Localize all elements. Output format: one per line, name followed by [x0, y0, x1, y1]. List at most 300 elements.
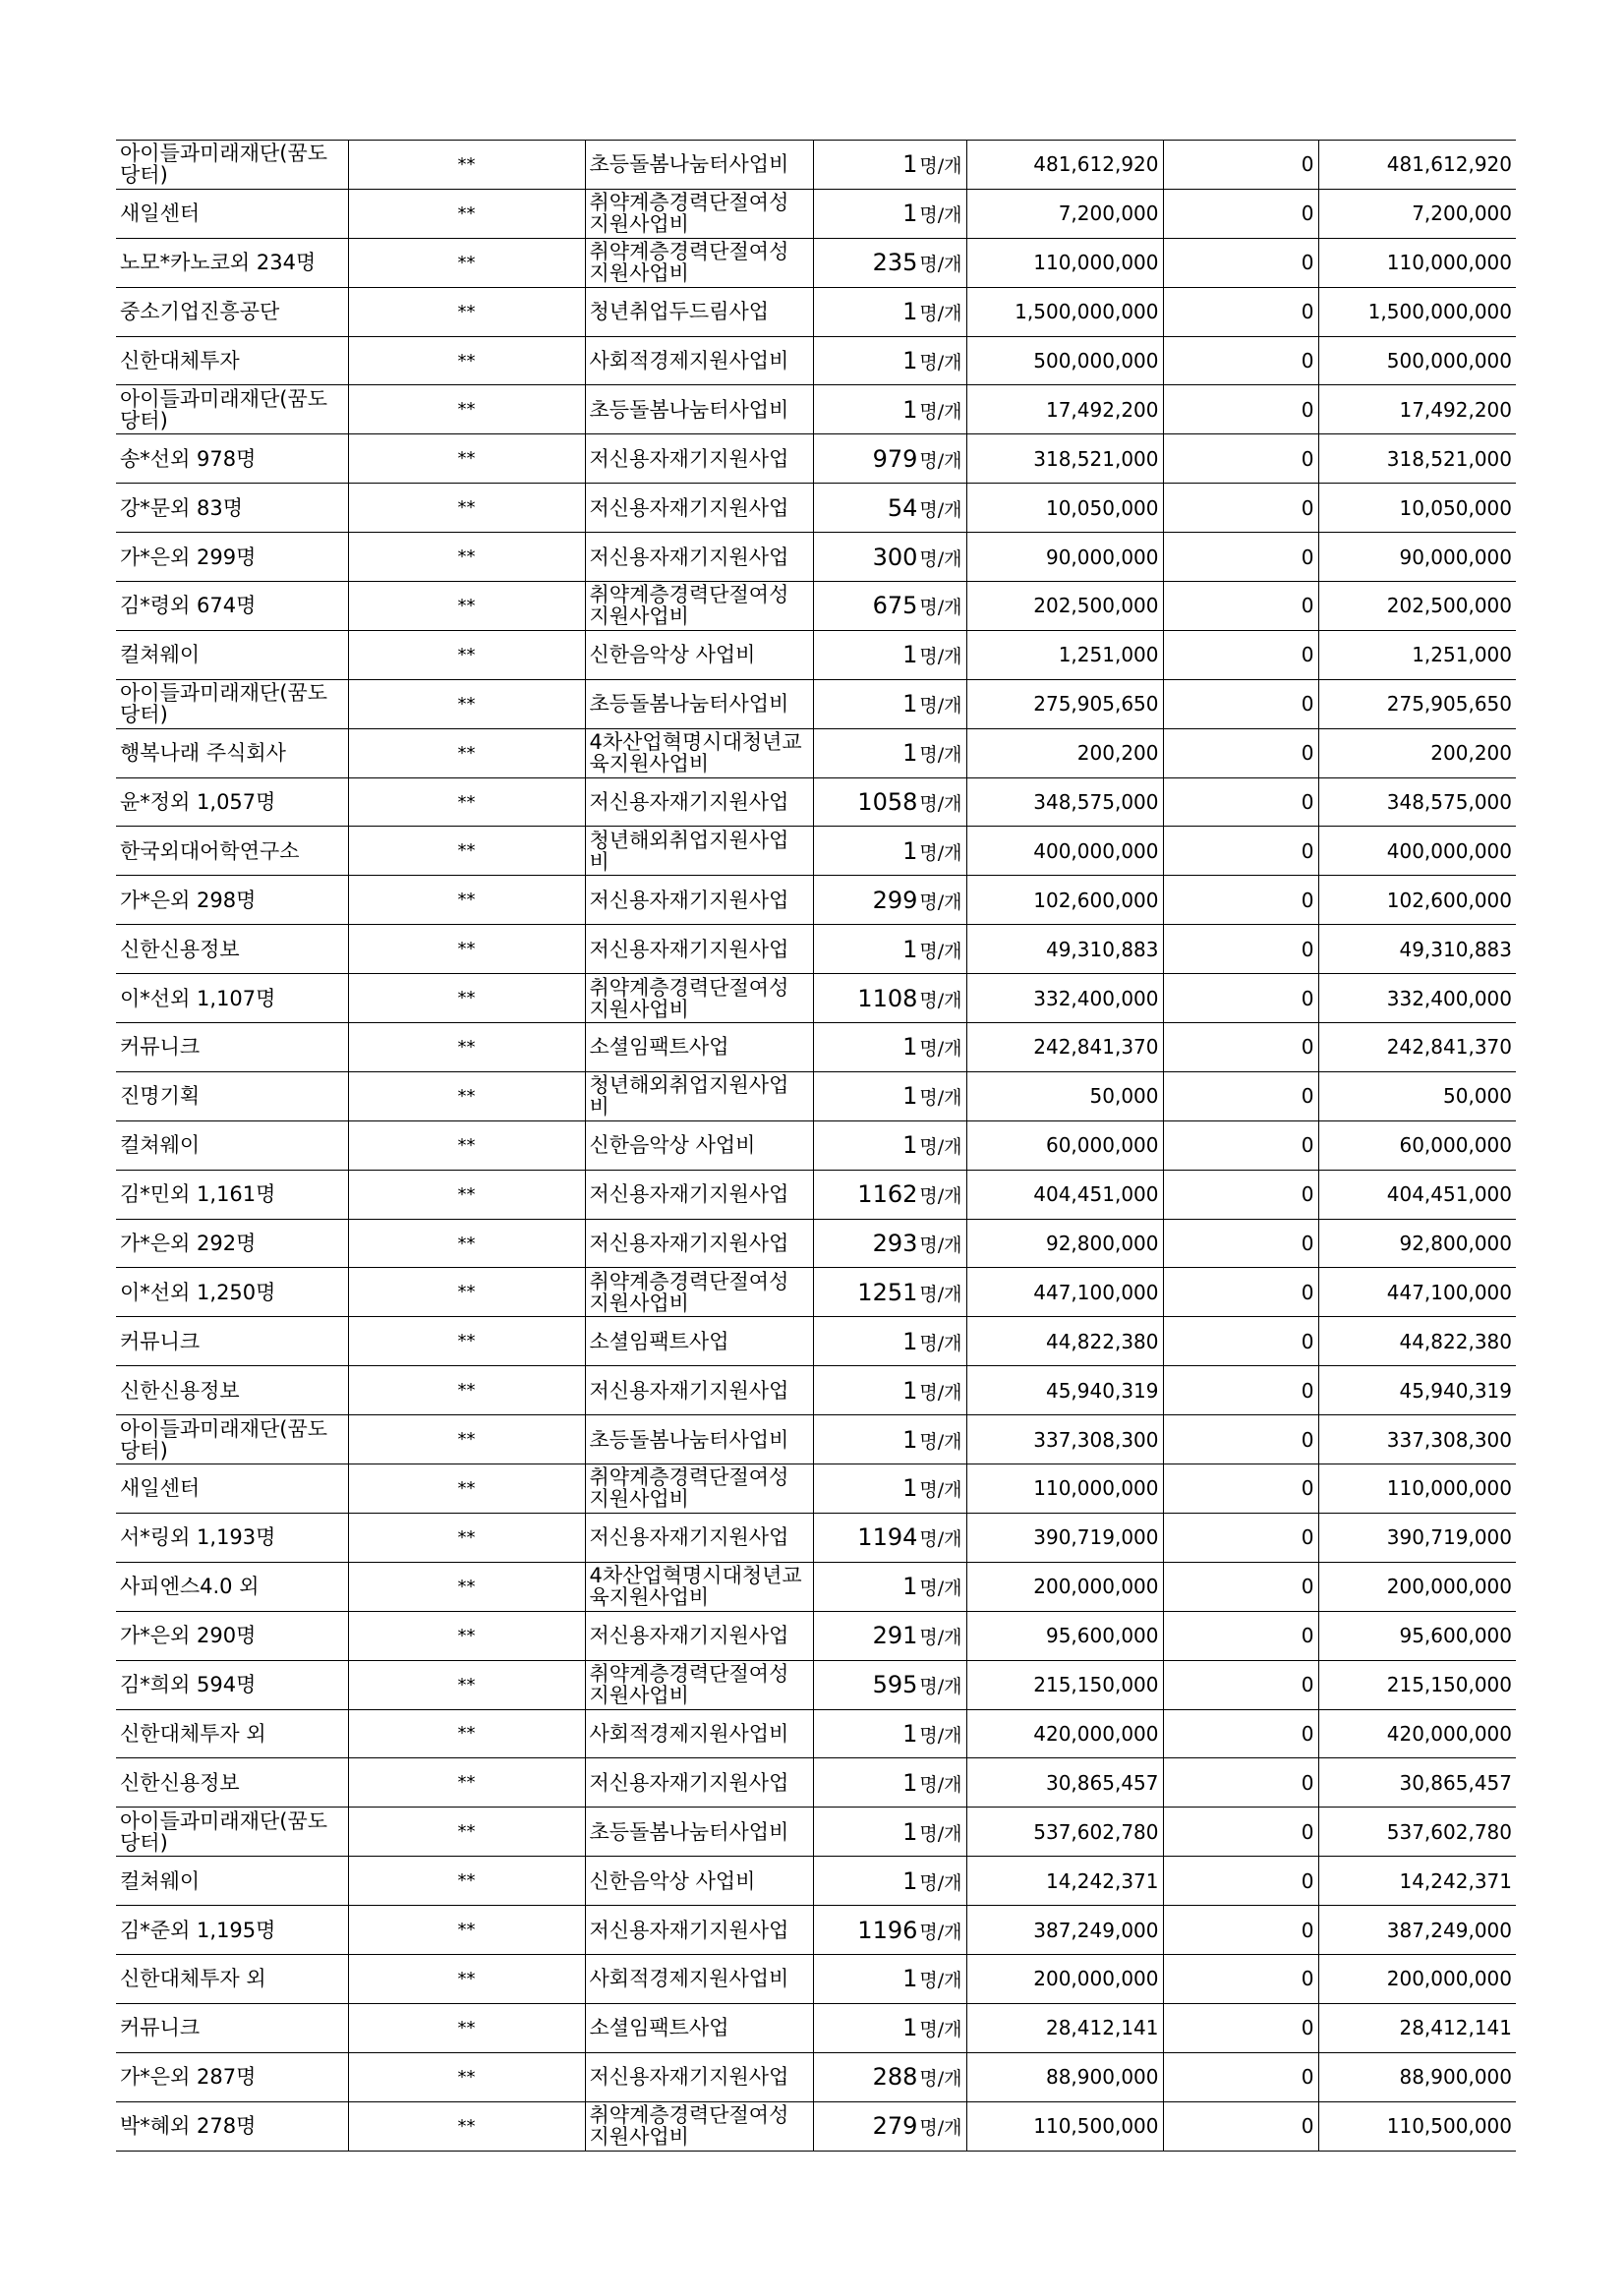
table-row	[116, 2052, 1516, 2101]
amount-cell: 1,500,000,000	[966, 287, 1163, 336]
count-unit: 명/개	[919, 1087, 962, 1110]
recipient-name-cell: 아이들과미래재단(꿈도당터)	[116, 1808, 348, 1857]
count-unit: 명/개	[919, 2019, 962, 2041]
amount-cell: 537,602,780	[966, 1808, 1163, 1857]
count-number: 1194	[857, 1523, 918, 1552]
amount-cell: 88,900,000	[966, 2052, 1163, 2101]
recipient-name-cell: 강*문외 83명	[116, 484, 348, 533]
recipient-name-cell: 컬쳐웨이	[116, 1857, 348, 1906]
amount-cell: 95,600,000	[966, 1611, 1163, 1660]
table-row	[116, 1758, 1516, 1808]
count-number: 1	[902, 1376, 918, 1405]
total-amount-cell: 500,000,000	[1318, 336, 1516, 385]
count-number: 288	[872, 2063, 918, 2092]
count-number: 1	[902, 1965, 918, 1993]
count-unit: 명/개	[919, 400, 962, 423]
count-number: 1	[902, 1719, 918, 1748]
business-name-cell: 청년취업두드림사업	[585, 287, 813, 336]
business-name-cell: 저신용자재기지원사업	[585, 1219, 813, 1268]
total-amount-cell: 400,000,000	[1318, 827, 1516, 876]
business-name-cell: 신한음악상 사업비	[585, 1857, 813, 1906]
recipient-name-cell: 김*민외 1,161명	[116, 1170, 348, 1219]
count-cell	[813, 484, 966, 533]
count-cell	[813, 336, 966, 385]
count-unit: 명/개	[919, 989, 962, 1011]
count-cell	[813, 1562, 966, 1611]
total-amount-cell: 215,150,000	[1318, 1660, 1516, 1709]
amount-cell: 90,000,000	[966, 533, 1163, 582]
masked-id-cell: **	[348, 336, 585, 385]
amount-cell: 500,000,000	[966, 336, 1163, 385]
zero-amount-cell: 0	[1163, 974, 1318, 1023]
count-number: 1108	[857, 984, 918, 1012]
amount-cell: 242,841,370	[966, 1023, 1163, 1072]
recipient-name-cell: 이*선외 1,107명	[116, 974, 348, 1023]
count-unit: 명/개	[919, 940, 962, 962]
count-unit: 명/개	[919, 303, 962, 325]
masked-id-cell: **	[348, 1219, 585, 1268]
total-amount-cell: 95,600,000	[1318, 1611, 1516, 1660]
count-cell	[813, 1857, 966, 1906]
amount-cell: 28,412,141	[966, 2003, 1163, 2052]
total-amount-cell: 404,451,000	[1318, 1170, 1516, 1219]
recipient-name-cell: 김*희외 594명	[116, 1660, 348, 1709]
total-amount-cell: 242,841,370	[1318, 1023, 1516, 1072]
count-cell	[813, 1758, 966, 1808]
masked-id-cell: **	[348, 1023, 585, 1072]
recipient-name-cell: 중소기업진흥공단	[116, 287, 348, 336]
count-unit: 명/개	[919, 793, 962, 816]
masked-id-cell: **	[348, 287, 585, 336]
masked-id-cell: **	[348, 876, 585, 925]
business-name-cell: 취약계층경력단절여성지원사업비	[585, 582, 813, 631]
count-cell	[813, 827, 966, 876]
total-amount-cell: 200,000,000	[1318, 1562, 1516, 1611]
total-amount-cell: 88,900,000	[1318, 2052, 1516, 2101]
count-cell	[813, 1906, 966, 1955]
amount-cell: 481,612,920	[966, 141, 1163, 190]
zero-amount-cell: 0	[1163, 141, 1318, 190]
count-number: 1162	[857, 1180, 918, 1209]
masked-id-cell: **	[348, 533, 585, 582]
amount-cell: 92,800,000	[966, 1219, 1163, 1268]
count-number: 675	[872, 592, 918, 620]
count-unit: 명/개	[919, 2117, 962, 2140]
count-unit: 명/개	[919, 1185, 962, 1208]
count-unit: 명/개	[919, 1234, 962, 1257]
business-name-cell: 취약계층경력단절여성지원사업비	[585, 1660, 813, 1709]
count-cell	[813, 728, 966, 777]
recipient-name-cell: 신한대체투자	[116, 336, 348, 385]
total-amount-cell: 420,000,000	[1318, 1709, 1516, 1758]
total-amount-cell: 332,400,000	[1318, 974, 1516, 1023]
table-row	[116, 1120, 1516, 1170]
zero-amount-cell: 0	[1163, 876, 1318, 925]
total-amount-cell: 110,000,000	[1318, 238, 1516, 287]
table-row	[116, 1660, 1516, 1709]
count-number: 1	[902, 641, 918, 669]
zero-amount-cell: 0	[1163, 189, 1318, 238]
masked-id-cell: **	[348, 189, 585, 238]
count-unit: 명/개	[919, 254, 962, 276]
count-cell	[813, 925, 966, 974]
count-number: 1	[902, 739, 918, 768]
table-row	[116, 1857, 1516, 1906]
recipient-name-cell: 김*령외 674명	[116, 582, 348, 631]
count-unit: 명/개	[919, 1627, 962, 1649]
business-name-cell: 취약계층경력단절여성지원사업비	[585, 1268, 813, 1317]
table-row	[116, 1023, 1516, 1072]
recipient-name-cell: 커뮤니크	[116, 1317, 348, 1366]
count-number: 1196	[857, 1916, 918, 1944]
total-amount-cell: 30,865,457	[1318, 1758, 1516, 1808]
business-name-cell: 저신용자재기지원사업	[585, 876, 813, 925]
table-row	[116, 1268, 1516, 1317]
amount-cell: 202,500,000	[966, 582, 1163, 631]
business-name-cell: 사회적경제지원사업비	[585, 1954, 813, 2003]
masked-id-cell: **	[348, 1366, 585, 1415]
business-name-cell: 신한음악상 사업비	[585, 630, 813, 679]
recipient-name-cell: 서*링외 1,193명	[116, 1513, 348, 1562]
total-amount-cell: 110,000,000	[1318, 1464, 1516, 1514]
business-name-cell: 4차산업혁명시대청년교육지원사업비	[585, 1562, 813, 1611]
amount-cell: 390,719,000	[966, 1513, 1163, 1562]
zero-amount-cell: 0	[1163, 1857, 1318, 1906]
business-name-cell: 저신용자재기지원사업	[585, 777, 813, 827]
count-number: 1	[902, 347, 918, 374]
masked-id-cell: **	[348, 1513, 585, 1562]
table-row	[116, 385, 1516, 434]
masked-id-cell: **	[348, 630, 585, 679]
count-unit: 명/개	[919, 1676, 962, 1698]
table-row	[116, 777, 1516, 827]
amount-cell: 49,310,883	[966, 925, 1163, 974]
count-number: 1251	[857, 1278, 918, 1306]
count-number: 1	[902, 1033, 918, 1062]
business-name-cell: 4차산업혁명시대청년교육지원사업비	[585, 728, 813, 777]
business-name-cell: 저신용자재기지원사업	[585, 484, 813, 533]
zero-amount-cell: 0	[1163, 434, 1318, 484]
count-cell	[813, 1023, 966, 1072]
count-unit: 명/개	[919, 597, 962, 619]
zero-amount-cell: 0	[1163, 1808, 1318, 1857]
count-cell	[813, 1611, 966, 1660]
table-row	[116, 1464, 1516, 1514]
business-name-cell: 저신용자재기지원사업	[585, 925, 813, 974]
total-amount-cell: 102,600,000	[1318, 876, 1516, 925]
table-row	[116, 1562, 1516, 1611]
count-cell	[813, 1366, 966, 1415]
recipient-name-cell: 새일센터	[116, 189, 348, 238]
table-row	[116, 876, 1516, 925]
masked-id-cell: **	[348, 1611, 585, 1660]
masked-id-cell: **	[348, 1562, 585, 1611]
masked-id-cell: **	[348, 679, 585, 728]
count-cell	[813, 1709, 966, 1758]
amount-cell: 200,000,000	[966, 1954, 1163, 2003]
masked-id-cell: **	[348, 1758, 585, 1808]
total-amount-cell: 90,000,000	[1318, 533, 1516, 582]
count-number: 279	[872, 2112, 918, 2141]
count-cell	[813, 974, 966, 1023]
amount-cell: 200,000,000	[966, 1562, 1163, 1611]
count-unit: 명/개	[919, 498, 962, 521]
count-number: 1	[902, 2014, 918, 2042]
business-name-cell: 취약계층경력단절여성지원사업비	[585, 238, 813, 287]
count-cell	[813, 238, 966, 287]
count-cell	[813, 777, 966, 827]
business-name-cell: 소셜임팩트사업	[585, 1317, 813, 1366]
recipient-name-cell: 신한신용정보	[116, 925, 348, 974]
count-unit: 명/개	[919, 1479, 962, 1502]
amount-cell: 10,050,000	[966, 484, 1163, 533]
count-number: 1058	[857, 788, 918, 817]
zero-amount-cell: 0	[1163, 1120, 1318, 1170]
masked-id-cell: **	[348, 141, 585, 190]
zero-amount-cell: 0	[1163, 1023, 1318, 1072]
recipient-name-cell: 아이들과미래재단(꿈도당터)	[116, 385, 348, 434]
count-unit: 명/개	[919, 1871, 962, 1894]
total-amount-cell: 50,000	[1318, 1071, 1516, 1120]
recipient-name-cell: 커뮤니크	[116, 2003, 348, 2052]
total-amount-cell: 481,612,920	[1318, 141, 1516, 190]
amount-cell: 102,600,000	[966, 876, 1163, 925]
amount-cell: 1,251,000	[966, 630, 1163, 679]
count-cell	[813, 2003, 966, 2052]
amount-cell: 60,000,000	[966, 1120, 1163, 1170]
masked-id-cell: **	[348, 2003, 585, 2052]
masked-id-cell: **	[348, 1906, 585, 1955]
masked-id-cell: **	[348, 827, 585, 876]
table-row	[116, 336, 1516, 385]
table-row	[116, 141, 1516, 190]
count-number: 235	[872, 249, 918, 277]
count-number: 595	[872, 1671, 918, 1699]
masked-id-cell: **	[348, 1268, 585, 1317]
zero-amount-cell: 0	[1163, 630, 1318, 679]
zero-amount-cell: 0	[1163, 1317, 1318, 1366]
business-name-cell: 초등돌봄나눔터사업비	[585, 1415, 813, 1464]
total-amount-cell: 387,249,000	[1318, 1906, 1516, 1955]
amount-cell: 110,500,000	[966, 2101, 1163, 2151]
total-amount-cell: 45,940,319	[1318, 1366, 1516, 1415]
business-name-cell: 저신용자재기지원사업	[585, 533, 813, 582]
zero-amount-cell: 0	[1163, 1268, 1318, 1317]
masked-id-cell: **	[348, 1415, 585, 1464]
count-unit: 명/개	[919, 449, 962, 472]
count-number: 54	[887, 493, 918, 522]
business-name-cell: 청년해외취업지원사업비	[585, 1071, 813, 1120]
zero-amount-cell: 0	[1163, 533, 1318, 582]
count-cell	[813, 582, 966, 631]
table-row	[116, 1317, 1516, 1366]
count-number: 1	[902, 1425, 918, 1454]
business-name-cell: 취약계층경력단절여성지원사업비	[585, 974, 813, 1023]
amount-cell: 275,905,650	[966, 679, 1163, 728]
count-number: 1	[902, 1817, 918, 1846]
count-cell	[813, 1464, 966, 1514]
amount-cell: 45,940,319	[966, 1366, 1163, 1415]
table-body	[116, 141, 1516, 2152]
zero-amount-cell: 0	[1163, 925, 1318, 974]
count-unit: 명/개	[919, 1578, 962, 1600]
zero-amount-cell: 0	[1163, 1071, 1318, 1120]
zero-amount-cell: 0	[1163, 238, 1318, 287]
zero-amount-cell: 0	[1163, 287, 1318, 336]
amount-cell: 420,000,000	[966, 1709, 1163, 1758]
business-name-cell: 저신용자재기지원사업	[585, 1513, 813, 1562]
count-cell	[813, 1808, 966, 1857]
table-row	[116, 1611, 1516, 1660]
masked-id-cell: **	[348, 1709, 585, 1758]
zero-amount-cell: 0	[1163, 1366, 1318, 1415]
recipient-name-cell: 컬쳐웨이	[116, 630, 348, 679]
table-row	[116, 1808, 1516, 1857]
count-cell	[813, 1954, 966, 2003]
total-amount-cell: 28,412,141	[1318, 2003, 1516, 2052]
table-row	[116, 238, 1516, 287]
business-name-cell: 취약계층경력단절여성지원사업비	[585, 1464, 813, 1514]
amount-cell: 110,000,000	[966, 1464, 1163, 1514]
masked-id-cell: **	[348, 1660, 585, 1709]
zero-amount-cell: 0	[1163, 1709, 1318, 1758]
recipient-name-cell: 이*선외 1,250명	[116, 1268, 348, 1317]
business-name-cell: 청년해외취업지원사업비	[585, 827, 813, 876]
count-number: 1	[902, 1866, 918, 1895]
table-row	[116, 189, 1516, 238]
count-cell	[813, 1268, 966, 1317]
recipient-name-cell: 윤*정외 1,057명	[116, 777, 348, 827]
donation-table	[116, 140, 1516, 2152]
zero-amount-cell: 0	[1163, 336, 1318, 385]
count-number: 1	[902, 1768, 918, 1797]
amount-cell: 200,200	[966, 728, 1163, 777]
total-amount-cell: 14,242,371	[1318, 1857, 1516, 1906]
count-unit: 명/개	[919, 352, 962, 373]
count-number: 1	[902, 395, 918, 424]
amount-cell: 44,822,380	[966, 1317, 1163, 1366]
zero-amount-cell: 0	[1163, 1219, 1318, 1268]
recipient-name-cell: 송*선외 978명	[116, 434, 348, 484]
business-name-cell: 저신용자재기지원사업	[585, 2052, 813, 2101]
masked-id-cell: **	[348, 925, 585, 974]
total-amount-cell: 44,822,380	[1318, 1317, 1516, 1366]
count-cell	[813, 2052, 966, 2101]
count-cell	[813, 189, 966, 238]
table-row	[116, 582, 1516, 631]
total-amount-cell: 200,000,000	[1318, 1954, 1516, 2003]
zero-amount-cell: 0	[1163, 1611, 1318, 1660]
count-unit: 명/개	[919, 744, 962, 767]
zero-amount-cell: 0	[1163, 385, 1318, 434]
recipient-name-cell: 신한대체투자 외	[116, 1954, 348, 2003]
total-amount-cell: 348,575,000	[1318, 777, 1516, 827]
business-name-cell: 사회적경제지원사업비	[585, 1709, 813, 1758]
total-amount-cell: 1,500,000,000	[1318, 287, 1516, 336]
table-row	[116, 484, 1516, 533]
count-cell	[813, 533, 966, 582]
masked-id-cell: **	[348, 1954, 585, 2003]
table-row	[116, 1954, 1516, 2003]
total-amount-cell: 110,500,000	[1318, 2101, 1516, 2151]
masked-id-cell: **	[348, 1857, 585, 1906]
count-number: 1	[902, 1573, 918, 1601]
table-row	[116, 533, 1516, 582]
recipient-name-cell: 노모*카노코외 234명	[116, 238, 348, 287]
business-name-cell: 저신용자재기지원사업	[585, 1170, 813, 1219]
recipient-name-cell: 김*준외 1,195명	[116, 1906, 348, 1955]
count-cell	[813, 1071, 966, 1120]
business-name-cell: 사회적경제지원사업비	[585, 336, 813, 385]
amount-cell: 215,150,000	[966, 1660, 1163, 1709]
count-cell	[813, 434, 966, 484]
count-unit: 명/개	[919, 841, 962, 864]
count-number: 1	[902, 150, 918, 179]
business-name-cell: 저신용자재기지원사업	[585, 1906, 813, 1955]
total-amount-cell: 60,000,000	[1318, 1120, 1516, 1170]
business-name-cell: 초등돌봄나눔터사업비	[585, 385, 813, 434]
count-number: 1	[902, 1327, 918, 1355]
recipient-name-cell: 한국외대어학연구소	[116, 827, 348, 876]
amount-cell: 348,575,000	[966, 777, 1163, 827]
total-amount-cell: 275,905,650	[1318, 679, 1516, 728]
masked-id-cell: **	[348, 385, 585, 434]
zero-amount-cell: 0	[1163, 2052, 1318, 2101]
count-cell	[813, 287, 966, 336]
business-name-cell: 초등돌봄나눔터사업비	[585, 1808, 813, 1857]
masked-id-cell: **	[348, 2052, 585, 2101]
recipient-name-cell: 가*은외 287명	[116, 2052, 348, 2101]
count-number: 291	[872, 1622, 918, 1650]
count-unit: 명/개	[919, 155, 962, 178]
total-amount-cell: 10,050,000	[1318, 484, 1516, 533]
zero-amount-cell: 0	[1163, 827, 1318, 876]
table-row	[116, 1415, 1516, 1464]
amount-cell: 7,200,000	[966, 189, 1163, 238]
count-number: 1	[902, 935, 918, 963]
masked-id-cell: **	[348, 1317, 585, 1366]
masked-id-cell: **	[348, 974, 585, 1023]
total-amount-cell: 49,310,883	[1318, 925, 1516, 974]
business-name-cell: 소셜임팩트사업	[585, 2003, 813, 2052]
count-cell	[813, 1170, 966, 1219]
amount-cell: 447,100,000	[966, 1268, 1163, 1317]
count-unit: 명/개	[919, 2068, 962, 2091]
zero-amount-cell: 0	[1163, 1464, 1318, 1514]
count-unit: 명/개	[919, 1822, 962, 1845]
count-number: 1	[902, 690, 918, 718]
count-unit: 명/개	[919, 1381, 962, 1404]
zero-amount-cell: 0	[1163, 484, 1318, 533]
recipient-name-cell: 신한신용정보	[116, 1758, 348, 1808]
recipient-name-cell: 가*은외 299명	[116, 533, 348, 582]
masked-id-cell: **	[348, 434, 585, 484]
count-unit: 명/개	[919, 646, 962, 668]
amount-cell: 30,865,457	[966, 1758, 1163, 1808]
count-unit: 명/개	[919, 1724, 962, 1747]
amount-cell: 337,308,300	[966, 1415, 1163, 1464]
business-name-cell: 저신용자재기지원사업	[585, 1366, 813, 1415]
amount-cell: 332,400,000	[966, 974, 1163, 1023]
zero-amount-cell: 0	[1163, 2101, 1318, 2151]
amount-cell: 318,521,000	[966, 434, 1163, 484]
recipient-name-cell: 진명기획	[116, 1071, 348, 1120]
table-row	[116, 287, 1516, 336]
count-number: 1	[902, 1474, 918, 1503]
amount-cell: 400,000,000	[966, 827, 1163, 876]
recipient-name-cell: 아이들과미래재단(꿈도당터)	[116, 679, 348, 728]
table-row	[116, 1219, 1516, 1268]
